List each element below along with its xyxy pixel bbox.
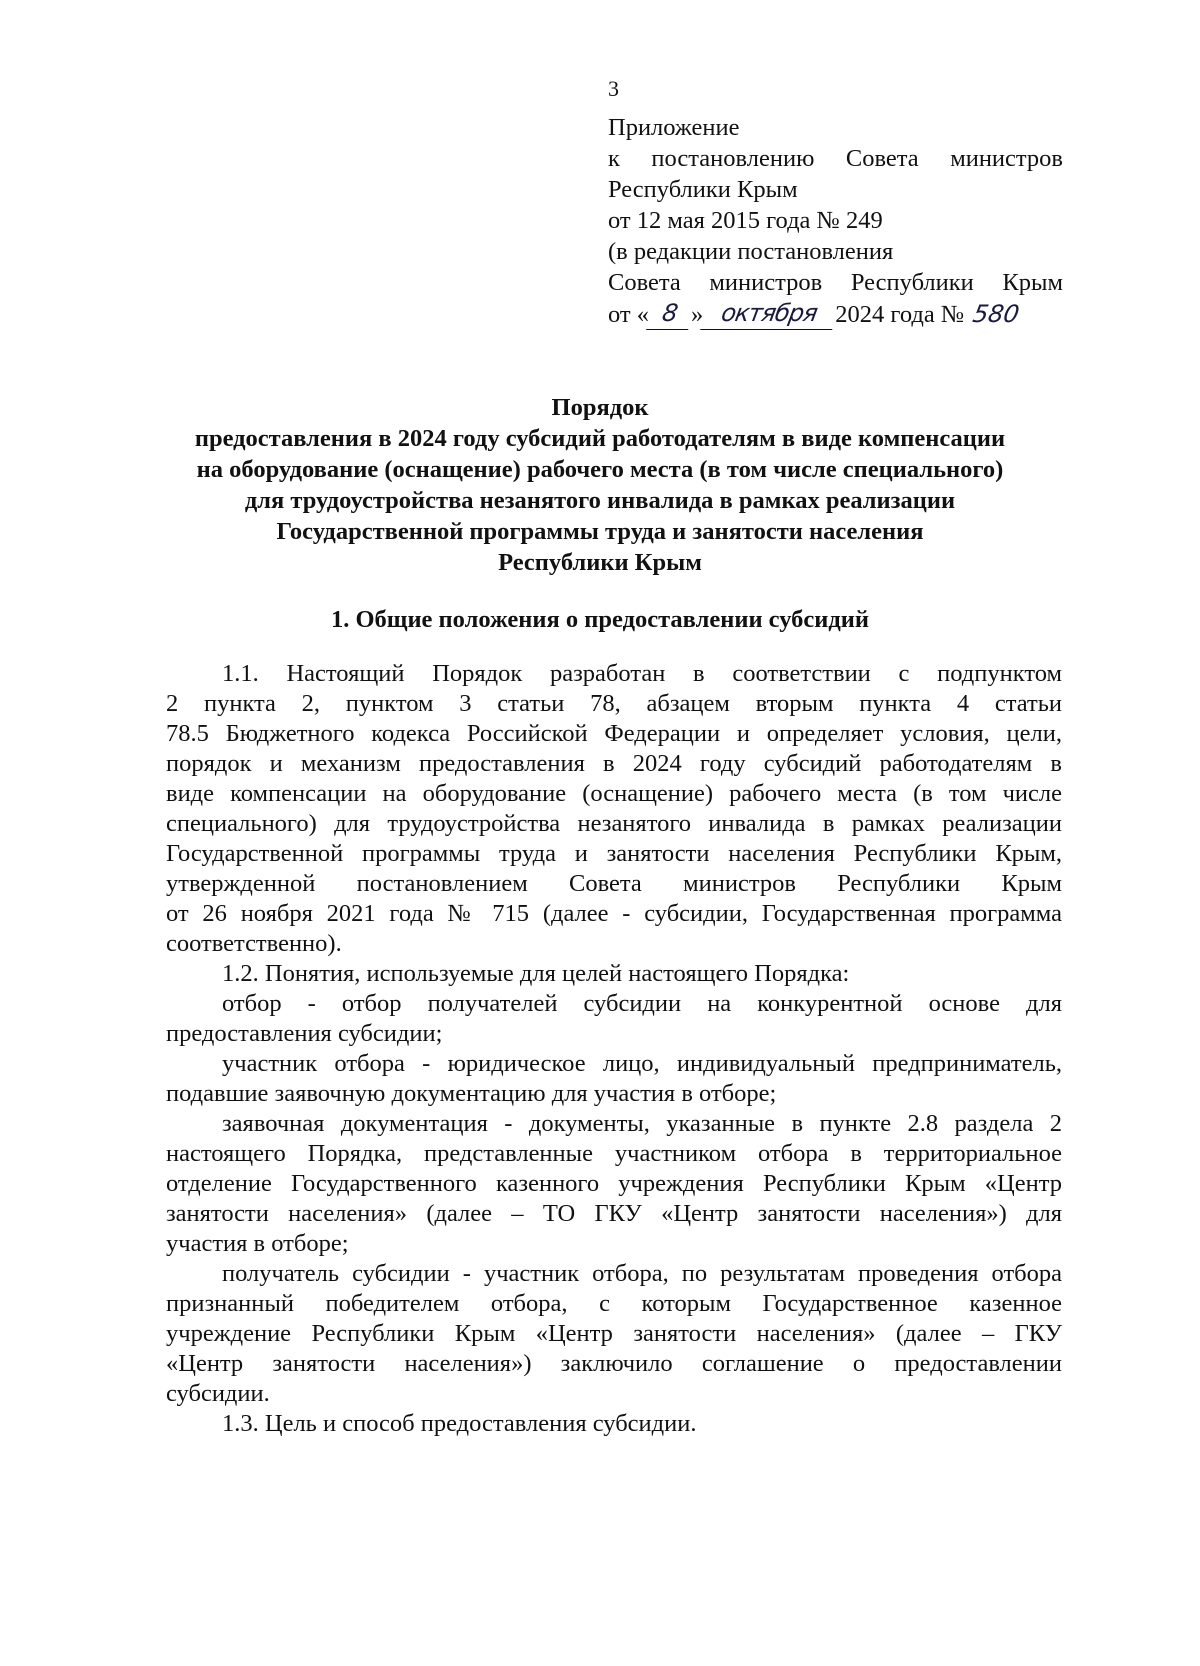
title-line: предоставления в 2024 году субсидий работодателям в виде компенсации	[194, 425, 1006, 452]
paragraph-line: «Центр занятости населения») заключило соглашение о предоставлении	[166, 1350, 1062, 1377]
paragraph-line: 1.1. Настоящий Порядок разработан в соответствии с подпунктом	[222, 660, 1062, 687]
appendix-line: к постановлению Совета министров	[608, 145, 1063, 172]
paragraph-line: субсидии.	[166, 1380, 270, 1407]
appendix-line: от 12 мая 2015 года № 249	[608, 207, 883, 234]
paragraph-line: участник отбора - юридическое лицо, индивидуальный предприниматель,	[222, 1050, 1062, 1077]
paragraph-line: 1.3. Цель и способ предоставления субсидии.	[222, 1410, 697, 1437]
paragraph-line: получатель субсидии - участник отбора, по результатам проведения отбора	[222, 1260, 1062, 1287]
appendix-line: Республики Крым	[608, 176, 798, 203]
paragraph-line: 78.5 Бюджетного кодекса Российской Федерации и определяет условия, цели,	[166, 720, 1062, 747]
paragraph-line: участия в отборе;	[166, 1230, 349, 1257]
paragraph-line: 1.2. Понятия, используемые для целей настоящего Порядка:	[222, 960, 850, 987]
paragraph-line: предоставления субсидии;	[166, 1020, 443, 1047]
paragraph-line: от 26 ноября 2021 года № 715 (далее - субсидии, Государственная программа	[166, 900, 1062, 927]
paragraph-line: отбор - отбор получателей субсидии на конкурентной основе для	[222, 990, 1062, 1017]
paragraph-line: утвержденной постановлением Совета министров Республики Крым	[166, 870, 1062, 897]
paragraph-line: виде компенсации на оборудование (оснащение) рабочего места (в том числе	[166, 780, 1062, 807]
paragraph-line: учреждение Республики Крым «Центр занятости населения» (далее – ГКУ	[166, 1320, 1062, 1347]
title-line: для трудоустройства незанятого инвалида в рамках реализации	[244, 487, 956, 514]
appendix-line: (в редакции постановления	[608, 238, 894, 265]
section-heading: 1. Общие положения о предоставлении субсидий	[330, 606, 870, 633]
paragraph-line: 2 пункта 2, пунктом 3 статьи 78, абзацем вторым пункта 4 статьи	[166, 690, 1062, 717]
appendix-line: Приложение	[608, 114, 740, 141]
title-line: Государственной программы труда и занятости населения	[276, 518, 924, 545]
amendment-date-line	[608, 298, 1063, 330]
date-prefix: от «	[608, 301, 650, 328]
paragraph-line: заявочная документация - документы, указанные в пункте 2.8 раздела 2	[222, 1110, 1062, 1137]
page-number: 3	[608, 76, 619, 101]
paragraph-line: настоящего Порядка, представленные участником отбора в территориальное	[166, 1140, 1062, 1167]
paragraph-line: специального) для трудоустройства незанятого инвалида в рамках реализации	[166, 810, 1062, 837]
appendix-header	[608, 112, 1063, 330]
title-line: Республики Крым	[498, 549, 702, 576]
paragraph-line: отделение Государственного казенного учреждения Республики Крым «Центр	[166, 1170, 1062, 1197]
appendix-line: Совета министров Республики Крым	[608, 269, 1063, 296]
paragraph-line: порядок и механизм предоставления в 2024 году субсидий работодателям в	[166, 750, 1062, 777]
date-suffix: 2024 года №	[835, 301, 965, 328]
handwritten-day: 8	[646, 298, 694, 330]
handwritten-number: 580	[970, 300, 1022, 328]
title-line: Порядок	[551, 394, 649, 421]
paragraph-line: подавшие заявочную документацию для участия в отборе;	[166, 1080, 777, 1107]
title-line: на оборудование (оснащение) рабочего места (в том числе специального)	[196, 456, 1004, 483]
date-mid: »	[691, 301, 704, 328]
paragraph-line: занятости населения» (далее – ТО ГКУ «Центр занятости населения») для	[166, 1200, 1062, 1227]
handwritten-month: октября	[700, 298, 838, 330]
body-text	[166, 659, 1062, 1439]
paragraph-line: соответственно).	[166, 930, 342, 957]
paragraph-line: Государственной программы труда и занятости населения Республики Крым,	[166, 840, 1062, 867]
paragraph-line: признанный победителем отбора, с которым Государственное казенное	[166, 1290, 1062, 1317]
document-title	[150, 392, 1050, 578]
